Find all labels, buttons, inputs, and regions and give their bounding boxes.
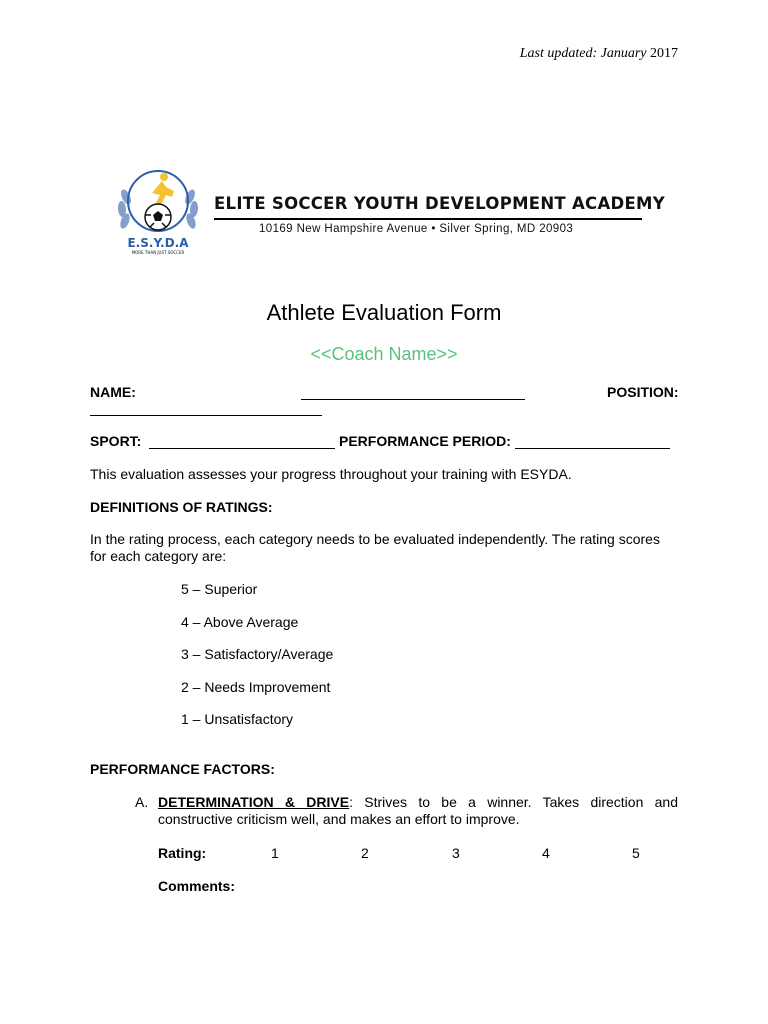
rating-definition-5: 5 – Superior: [181, 581, 258, 597]
performance-factors-heading: PERFORMANCE FACTORS:: [90, 761, 275, 777]
definitions-heading: DEFINITIONS OF RATINGS:: [90, 499, 273, 515]
rating-definition-3: 3 – Satisfactory/Average: [181, 646, 334, 662]
factor-a-paragraph: [158, 794, 678, 828]
rating-option-1[interactable]: 1: [271, 845, 279, 861]
esyda-logo: [112, 163, 204, 255]
last-updated-year: 2017: [650, 46, 678, 61]
name-field[interactable]: [301, 399, 525, 400]
factor-a-title: DETERMINATION & DRIVE: [158, 794, 350, 810]
rating-option-5[interactable]: 5: [632, 845, 640, 861]
logo-tagline: MORE THAN JUST SOCCER: [131, 250, 185, 255]
last-updated: [520, 46, 678, 62]
factor-a-letter: A.: [135, 794, 149, 810]
factor-a-comments-label: Comments:: [158, 878, 236, 894]
performance-period-field[interactable]: [515, 448, 670, 449]
sport-field[interactable]: [149, 448, 335, 449]
position-field[interactable]: [90, 415, 322, 416]
last-updated-prefix: Last updated: January: [519, 46, 647, 61]
rating-option-2[interactable]: 2: [361, 845, 369, 861]
rating-definition-1: 1 – Unsatisfactory: [181, 711, 294, 727]
factor-a-colon: :: [349, 794, 353, 810]
coach-name-placeholder: <<Coach Name>>: [310, 344, 458, 364]
soccer-ball-icon: [145, 204, 171, 230]
logo-acronym: E.S.Y.D.A: [127, 236, 189, 250]
organization-name: ELITE SOCCER YOUTH DEVELOPMENT ACADEMY: [214, 194, 665, 214]
rating-option-4[interactable]: 4: [542, 845, 550, 861]
intro-text: This evaluation assesses your progress throughout your training with ESYDA.: [90, 466, 572, 482]
name-label: NAME:: [90, 384, 136, 400]
sport-label: SPORT:: [90, 433, 142, 449]
rating-option-3[interactable]: 3: [452, 845, 460, 861]
rating-definition-4: 4 – Above Average: [181, 614, 299, 630]
rating-definition-2: 2 – Needs Improvement: [181, 679, 331, 695]
player-icon: [152, 173, 174, 207]
organization-address: 10169 New Hampshire Avenue • Silver Spring, MD 20903: [259, 223, 574, 235]
factor-a-description: Strives to be a winner. Takes direction and constructive criticism well, and makes an effort to improve.: [158, 794, 678, 827]
header-divider: [214, 218, 642, 220]
position-label: POSITION:: [607, 384, 679, 400]
form-title: Athlete Evaluation Form: [266, 300, 502, 325]
esyda-logo-graphic: [112, 163, 204, 255]
performance-period-label: PERFORMANCE PERIOD:: [339, 433, 511, 449]
definitions-text: In the rating process, each category needs to be evaluated independently. The rating scores for each category are:: [90, 531, 660, 564]
factor-a-rating-label: Rating:: [158, 845, 207, 861]
